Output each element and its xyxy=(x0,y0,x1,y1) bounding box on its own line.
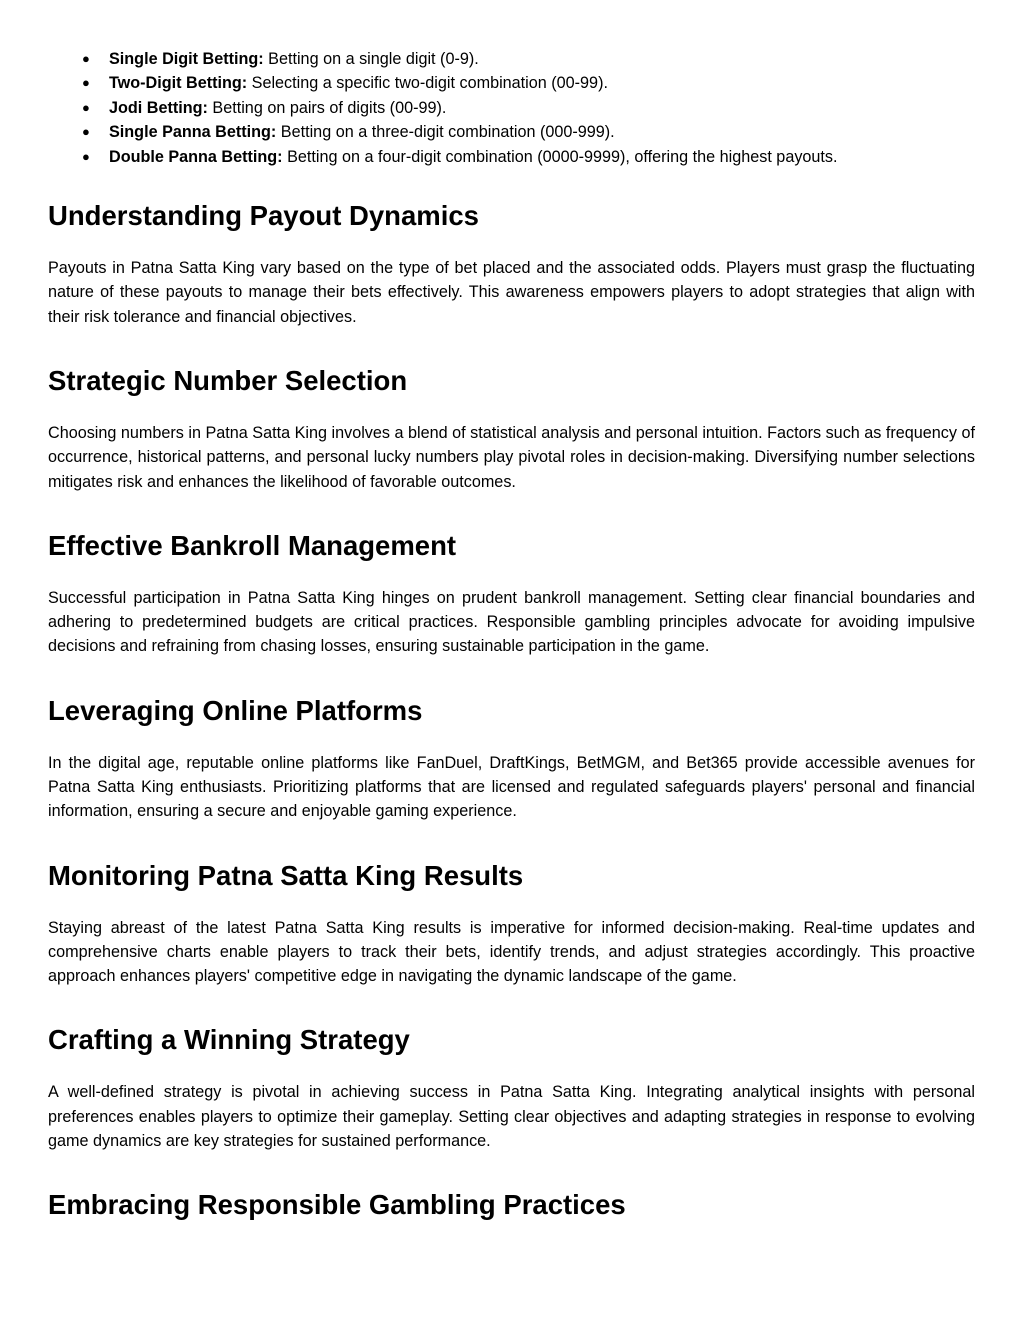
section-responsible-gambling xyxy=(48,1188,975,1222)
section-heading: Effective Bankroll Management xyxy=(48,529,457,561)
list-item-text: Betting on a single digit (0-9). xyxy=(263,50,479,68)
section-body: Payouts in Patna Satta King vary based on the type of bet placed and the associated odds. Players must grasp the fluctuating nature of these payouts to manage their bets effectively. This awareness empowers players to adopt strategies that align with their risk tolerance and financial objectives. xyxy=(48,259,975,326)
list-item xyxy=(48,71,975,95)
list-item-text: Betting on a four-digit combination (0000-9999), offering the highest payouts. xyxy=(282,147,838,166)
list-item-text: Betting on a three-digit combination (000-999). xyxy=(276,123,615,142)
section-number-selection xyxy=(48,364,975,494)
list-item-term: Single Panna Betting: xyxy=(109,123,277,142)
bullet-icon: ● xyxy=(82,124,90,140)
section-heading: Monitoring Patna Satta King Results xyxy=(48,859,524,891)
section-heading: Crafting a Winning Strategy xyxy=(48,1024,410,1056)
section-body: In the digital age, reputable online platforms like FanDuel, DraftKings, BetMGM, and Bet365 provide accessible avenues for Patna Satta King enthusiasts. Prioritizing platforms that are licensed and regulated safeguards players' personal and financial information, ensuring a secure and enjoyable gaming experience. xyxy=(48,753,975,821)
list-item xyxy=(48,47,975,71)
section-heading: Embracing Responsible Gambling Practices xyxy=(48,1189,626,1221)
bullet-icon: ● xyxy=(82,99,90,115)
section-heading: Understanding Payout Dynamics xyxy=(48,200,479,232)
section-payout-dynamics xyxy=(48,199,975,329)
list-item-text: Betting on pairs of digits (00-99). xyxy=(207,98,447,117)
bullet-icon: ● xyxy=(82,148,90,164)
section-winning-strategy xyxy=(48,1023,975,1153)
bullet-icon: ● xyxy=(82,75,90,91)
section-body: A well-defined strategy is pivotal in achieving success in Patna Satta King. Integrating analytical insights with personal preferences enables players to optimize their gameplay. Setting clear objectives and adapting strategies in response to evolving game dynamics are key strategies for sustained performance. xyxy=(48,1083,975,1151)
section-bankroll-management xyxy=(48,529,975,659)
list-item-term: Double Panna Betting: xyxy=(109,147,283,166)
list-item xyxy=(48,145,975,169)
section-heading: Strategic Number Selection xyxy=(48,364,408,396)
list-item xyxy=(48,120,975,144)
section-heading: Leveraging Online Platforms xyxy=(48,694,423,726)
list-item-term: Jodi Betting: xyxy=(109,98,208,117)
section-body: Staying abreast of the latest Patna Satta King results is imperative for informed decision-making. Real-time updates and comprehensive charts enable players to track their bets, identify trends, and adjust strategies accordingly. This proactive approach enhances players' competitive edge in navigating the dynamic landscape of the game. xyxy=(48,918,975,986)
bullet-icon: ● xyxy=(82,51,90,66)
section-online-platforms xyxy=(48,694,975,824)
list-item-term: Single Digit Betting: xyxy=(109,50,264,68)
section-monitoring-results xyxy=(48,859,975,989)
list-item-term: Two-Digit Betting: xyxy=(109,74,248,93)
list-item-text: Selecting a specific two-digit combination (00-99). xyxy=(247,74,608,93)
list-item xyxy=(48,96,975,120)
section-body: Choosing numbers in Patna Satta King involves a blend of statistical analysis and personal intuition. Factors such as frequency of occurrence, historical patterns, and personal lucky numbers play pivotal roles in decision-making. Diversifying number selections mitigates risk and enhances the likelihood of favorable outcomes. xyxy=(48,423,975,491)
bet-types-list xyxy=(48,47,975,169)
section-body: Successful participation in Patna Satta King hinges on prudent bankroll management. Setting clear financial boundaries and adhering to predetermined budgets are critical practices. Responsible gambling principles advocate for avoiding impulsive decisions and refraining from chasing losses, ensuring sustainable participation in the game. xyxy=(48,588,975,656)
